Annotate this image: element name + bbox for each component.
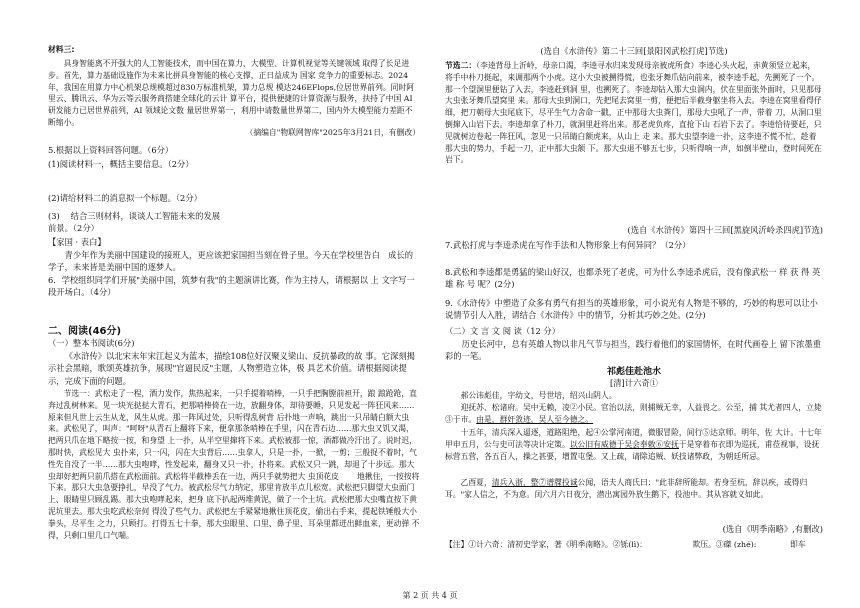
- source-2: (选自《水浒传》第四十三回[黑旋风沂岭杀四虎]节选): [627, 225, 823, 235]
- question-5: 5.根据以上资料回答问题。（6分）: [48, 145, 174, 155]
- material3-title: 材料三:: [48, 45, 75, 54]
- source-1: (选自《水浒传》第二十三回[景阳冈武松打虎]节选): [540, 46, 728, 56]
- question-5-1: (1)阅读材料一，概括主要信息。（2分）: [48, 159, 194, 169]
- classical-intro: 历史长河中，总有英雄人物以非凡气节与担当，践行着他们的家国情怀，在时代画卷上 留下浓墨重彩的一笔。: [445, 339, 822, 362]
- question-5-3b: 前景。（2分）: [48, 223, 99, 233]
- classical-para-3d: 即为巡抚，甫莅视事，设抚标营五营，各五百人，操之甚要，增置屯堡。又上疏，请除追贼、妖技诸弊政，为朝廷所忌。: [445, 439, 820, 461]
- page-footer: 第 2 页 共 4 页: [402, 591, 458, 600]
- material3-source: （摘编自"物联网智库"2025年3月21日，有删改）: [245, 128, 420, 137]
- question-8: 8.武松和李逵都是勇猛的梁山好汉，也都杀死了老虎，可为什么李逵杀虎后，没有像武松一 样 获 得 英 雄 称 号 呢？(2分): [445, 267, 821, 290]
- classical-notes: 【注】①计六奇：清初史学家，著《明季南略》。②铄(lì)： 欺压。③磔 (zhé): 即车: [445, 540, 806, 549]
- classical-para-4: [445, 477, 823, 501]
- classical-para-1: 郝公讳彪佳，字幼文，号世培，绍兴山阴人。: [460, 391, 617, 400]
- classical-para-2b-underlined: 由是，群奸敛迹，吴人至今德之。: [476, 414, 594, 424]
- source-3: (选自《明季南略》,有删改): [722, 524, 823, 534]
- reading-intro: 《水浒传》以北宋末年宋江起义为蓝本，描绘108位好汉聚义梁山、反抗暴政的故 事。它深刻揭示社会黑暗，歌颂英雄抗争，展现"官逼民反"主题，人物塑造立体，极 具艺术价值。请根据阅读提示，完成下面的问题。: [48, 351, 415, 386]
- question-7: 7.武松打虎与李逵杀虎在写作手法和人物形象上有何异同？（2分）: [445, 240, 691, 250]
- question-6: 6．学校组织同学们开展"美丽中国，筑梦有我"的主题演讲比赛，作为主持人，请根据以 上 文字写一段开场白。（4分）: [48, 275, 415, 298]
- classical-para-4b-underlined: 清兵入浙，整⑦谱牒投诚: [491, 478, 578, 487]
- classical-para-3b-underlined: 以公旧有威德于吴会奉敕⑥安抚: [569, 439, 679, 449]
- classical-para-2: [445, 402, 823, 426]
- classical-author: [清]计六奇①: [610, 378, 658, 388]
- classical-section-title: （二）文 言 文 阅 读（12 分）: [445, 326, 561, 336]
- classical-para-3a: 十五年，清兵深入逼逐，道路阻绝，起④公掌河南道，微服冒险，间行⑤达京师。明年，佐 大计。十七年甲申五月，公与史可法等决计定策。: [445, 428, 822, 449]
- reading-section-title: 二、阅读(46分): [48, 326, 122, 337]
- classical-para-4a: 乙酉夏，: [460, 478, 492, 487]
- classical-para-4c: 公闻，语夫人商氏曰："此非辞所能却。若身至杭，辞以疾，或得归耳。"家人信之，不为意。闰六月六日夜分，潜出寓园外放生鹅下，投池中。其从容就义如此。: [445, 478, 808, 499]
- family-tag: 【家国 · 表白】: [48, 237, 106, 247]
- question-9: 9.《水浒传》中塑造了众多有勇气有担当的英雄形象，可小说光有人物是不够的，巧妙的构思可以让小说情节引人入胜，请结合《水浒传》中的情节，分析其巧妙之处。(2分): [445, 298, 818, 321]
- excerpt-2-label: 节选二：: [445, 61, 477, 70]
- excerpt-1: 节选一：武松走了一程，酒力发作，焦热起来，一只手提着哨棒，一只手把胸膛前袒开，踉 踉跄跄，直奔过乱树林来。见一块光挞挞大青石，把那哨棒倚在一边，放翻身体，却待要睡，只见发起一阵狂风来……原来但凡世上云生从龙，风生从虎。那一阵风过处，只听得乱树背 后扑地一声响，跳出一只吊睛白额大虫来。武松见了，叫声："呵呀"从青石上翻将下来，便拿那条哨棒在手里，闪在青石边……那大虫又饥又渴，把两只爪在地下略按一按，和身望 上一扑，从半空里撺将下来。武松被那一惊，酒都做冷汗出了。说时迟，那时快，武松见大 虫扑来，只一闪，闪在大虫背后……虫拿人，只是一扑，一掀，一剪；三般捉不着时，气 性先自没了一半……那大虫咆哮，性发起来，翻身又只一扑，扑将来。武松又只一跳，却退了十步远。那大虫却好把两只前爪搭在武松面前。武松将半截棒丢在一边，两只手就势把大 虫顶花皮 地揪住，一按按将下来。那只大虫急要挣扎，早没了气力。被武松尽气力纳定，那里肯放半点儿松宽。武松把只脚望大虫面门上、眼睛里只顾乱踢。那大虫咆哮起来，把身 底下扒起两堆黄泥，做了一个土坑。武松把那大虫嘴直按下黄泥坑里去。那大虫吃武松奈何 得没了些气力。武松把左手紧紧地揪住顶花皮，偷出右手来，提起铁锤般大小拳头，尽平生 之力，只顾打。打得五七十拳，那大虫眼里、口里、鼻子里、耳朵里都迸出鲜血来，更动弹 不得，只剩口里几口气喘。: [48, 389, 420, 540]
- excerpt-2-text: （李逵背母上沂岭，母亲口渴，李逵寻水归来发现母亲被虎所食）李逵心头火起，赤黄须竖立起来，将手中朴刀挺起，来调那两个小虎。这小大虫被搠得慌，也张牙舞爪钻向前来，被李逵手起，先搠死了一个。那一个望洞里便钻了入去，李逵赶到洞 里，也搠死了。李逵却钻入那大虫洞内，伏在里面张外面时，只见那母大虫张牙舞爪望窝里 来。那母大虫到洞口，先把尾去窝里一剪，便把后半截身躯坐将入去。李逵在窝里看得仔细，把刀朝母大虫尾底下，尽平生气力舍命一戳，正中那母大虫粪门，那母大虫吼了一声，带着 刀，从洞口里倒撺入山岩下去。李逵却拿了朴刀，就洞里赶将出来。那老虎负疼，直抢下山 石岩下去了。李逵恰待要赶，只见就树边卷起一阵狂风，忽见一只吊睛白额虎来，从山上 走 来。那大虫望李逵一扑，这李逵不慌不忙，趁着那大虫的势力，手起一刀，正中那大虫颔 下。那大虫退不够五七步，只听得响一声，如倒半壁山，登时间死在岩下。: [445, 61, 822, 165]
- question-5-3a: (3) 结合三则材料，谈谈人工智能未来的发展: [48, 211, 221, 221]
- material3-text: 具身智能离不开强大的人工智能技术，而中国在算力、大模型、计算机视觉等关键领域 取得了长足进步。首先，算力基础设施作为未来比拼具身智能的核心支撑，正日益成为 国家 竞争力的重要标志。2024年，我国在用算力中心机架总规模超过830万标准机架，算力总规 模达246EFlops,位居世界前列。同时阿里云、腾讯云、华为云等云服务商搭建全球化的云计 算平台，提供便捷的计算资源与服务，扶持了中国 AI 研发能力已居世界前列，AI 领域论文数 量居世界第一，利用中请数量世界第二，国内外大模型能力差距不断缩小。: [48, 59, 415, 127]
- reading-sub1-title: （一）整本书阅读(6分): [48, 338, 135, 348]
- family-text: 青少年作为美丽中国建设的接班人，更应该把家国担当刻在骨子里。今天在学校里告白 成长的学子，未来皆是美丽中国的逐梦人。: [48, 250, 414, 273]
- excerpt-2: [445, 60, 823, 166]
- classical-para-3: [445, 427, 823, 462]
- classical-title: 祁彪佳赴池水: [606, 367, 661, 377]
- classical-para-3c: 于是穿着布衣: [678, 439, 726, 449]
- classical-para-2a: 迎抚苏、松诸府。吴中无赖，凌②小民。官治以法，则捕贼无幸，人益畏之。公至，捕 其尤者四人，立毙③于市。: [445, 403, 822, 424]
- question-5-2: (2)请给材料二的消息拟一个标题。（2分）: [48, 193, 202, 203]
